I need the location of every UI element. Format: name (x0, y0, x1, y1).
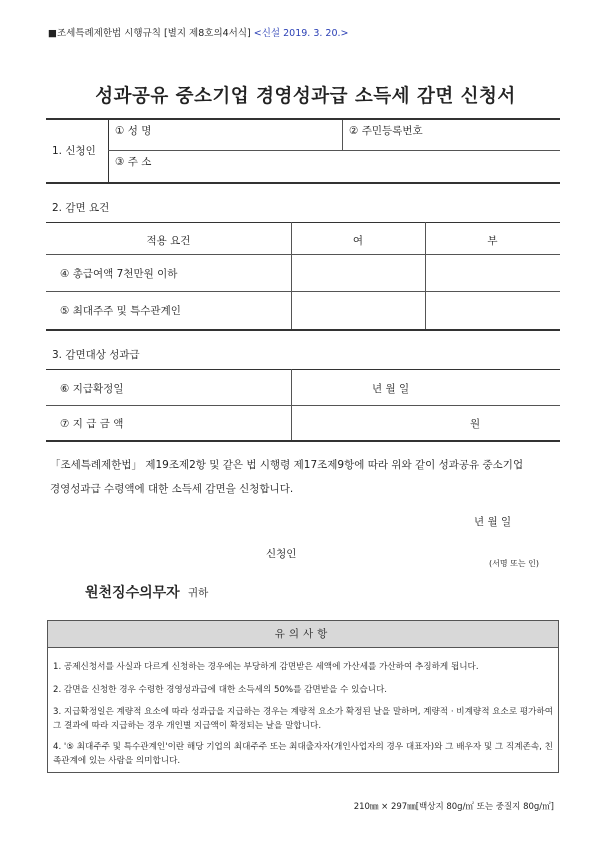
note-4: 4. '⑤ 최대주주 및 특수관계인'이란 해당 기업의 최대주주 또는 최대출자자(개인사업자의 경우 대표자)와 그 배우자 및 그 직계존속, 친족관계에 있는 사람을 의미합니다. (53, 742, 553, 766)
row-pay-amount: ⑦ 지 급 금 액 (60, 418, 124, 430)
section3-bottom (46, 440, 560, 442)
statement (50, 453, 570, 501)
form-ref-text: ■조세특례제한법 시행규칙 [별지 제8호의4서식] (48, 28, 251, 39)
signature-label: (서명 또는 인) (489, 559, 539, 568)
recipient-honorific: 귀하 (188, 587, 209, 599)
new-note: <신설 2019. 3. 20.> (253, 28, 349, 39)
page-title: 성과공유 중소기업 경영성과급 소득세 감면 신청서 (95, 86, 516, 107)
rrn-label: ② 주민등록번호 (349, 125, 423, 137)
section3-label: 3. 감면대상 성과급 (52, 349, 140, 361)
section1-mid-line (108, 150, 560, 151)
form-reference (48, 25, 348, 39)
section3-row-line (46, 405, 560, 406)
note-1: 1. 공제신청서를 사실과 다르게 신청하는 경우에는 부당하게 감면받은 세액에 가산세를 가산하여 추징하게 됩니다. (53, 662, 479, 672)
section2-row-line2 (46, 291, 560, 292)
statement-date: 년 월 일 (474, 516, 512, 528)
row-total-salary: ④ 총급여액 7천만원 이하 (60, 268, 178, 280)
row-major-shareholder: ⑤ 최대주주 및 특수관계인 (60, 305, 181, 317)
section2-bottom (46, 329, 560, 331)
col-no: 부 (487, 235, 498, 247)
note-3: 3. 지급확정일은 계량적 요소에 따라 성과급을 지급하는 경우는 계량적 요소가 확정된 날을 말하며, 계량적 · 비계량적 요소로 평가하여 그 결과에 따라 지급하는 경우 개인별 지급액이 확정되는 날을 말합니다. (53, 707, 554, 731)
statement-line2: 경영성과급 수령액에 대한 소득세 감면을 신청합니다. (50, 483, 294, 495)
paper-spec: 210㎜ × 297㎜[백상지 80g/㎡ 또는 중질지 80g/㎡] (353, 802, 554, 812)
section2-label: 2. 감면 요건 (52, 202, 110, 214)
pay-amount-unit: 원 (470, 418, 481, 430)
section1-divider (108, 120, 109, 182)
col-requirement: 적용 요건 (146, 235, 191, 247)
row-pay-date: ⑥ 지급확정일 (60, 383, 124, 395)
section3-top (46, 369, 560, 370)
section1-bottom (46, 182, 560, 184)
statement-line1: 「조세특례제한법」 제19조제2항 및 같은 법 시행령 제17조제9항에 따라 위와 같이 성과공유 중소기업 (50, 459, 524, 471)
name-label: ① 성 명 (115, 125, 152, 137)
section1-col-divider (342, 120, 343, 150)
section2-row-line1 (46, 254, 560, 255)
caution-header: 유의사항 (47, 620, 559, 648)
pay-date-value: 년 월 일 (372, 383, 410, 395)
col-yes: 여 (352, 235, 364, 247)
section1-label: 1. 신청인 (52, 145, 96, 157)
applicant-label: 신청인 (266, 548, 297, 560)
top-border (46, 118, 560, 120)
note-2: 2. 감면을 신청한 경우 수령한 경영성과급에 대한 소득세의 50%를 감면받을 수 있습니다. (53, 685, 388, 695)
section2-top (46, 222, 560, 223)
recipient-name: 원천징수의무자 (85, 585, 180, 601)
address-label: ③ 주 소 (115, 156, 152, 168)
